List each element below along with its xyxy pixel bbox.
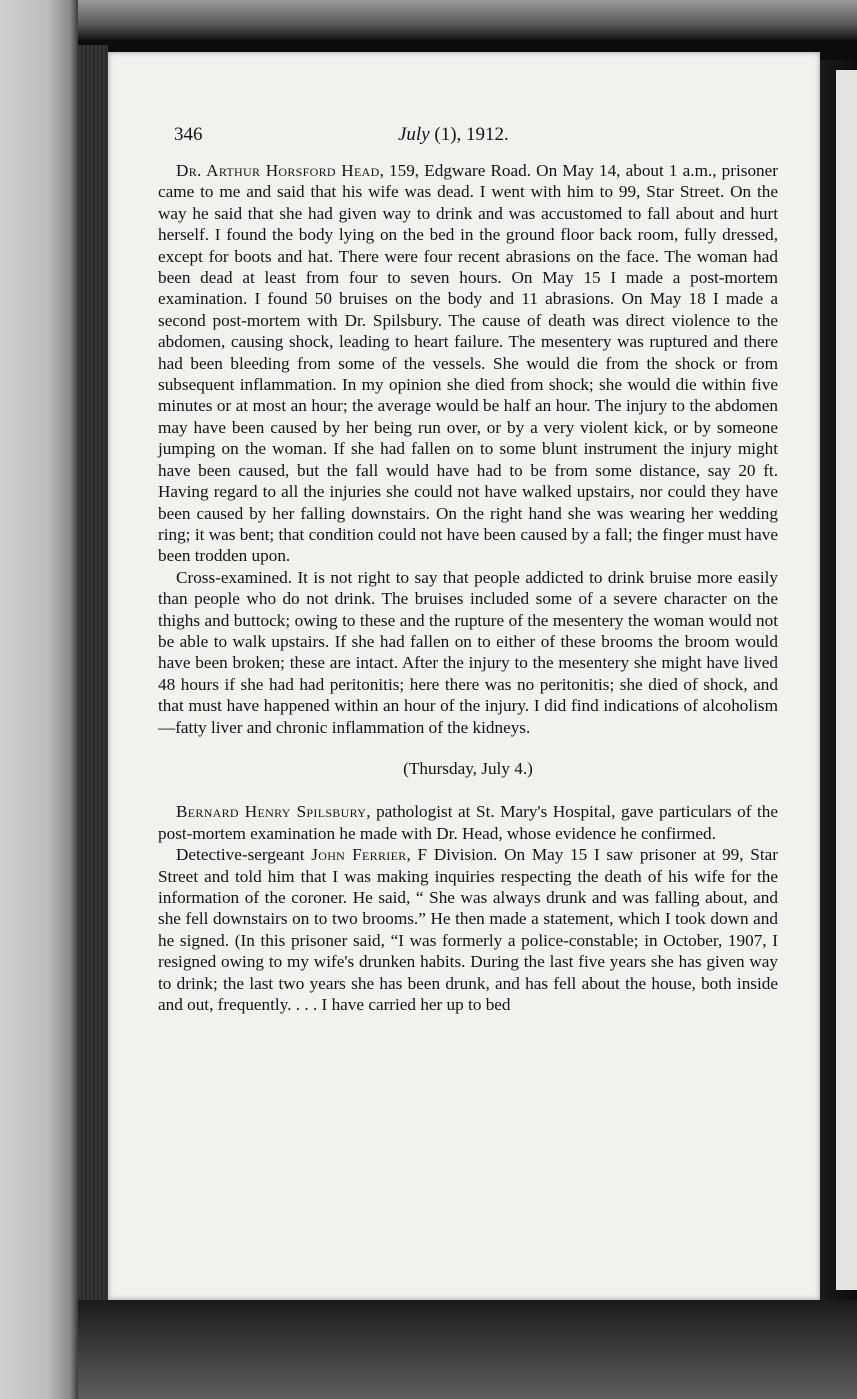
ferrier-rank: Detective-sergeant [176,845,312,865]
running-head [398,124,509,146]
ferrier-testimony-text: , F Division. On May 15 I saw prisoner at 99, Star Street and told him that I was making inquiries respecting the death of his wife for the information of the coroner. He said, “ She was always drunk and was falling about, and she fell downstairs on to two brooms.” He then made a statement, which I took down and he signed. (In this prisoner said, “I was formerly a police-constable; in October, 1907, I resigned owing to my wife's drunken habits. During the last five years she has given way to drink; the last two years she has been drunk, and has fell about the house, both inside and out, frequently. . . . I have carried her up to bed [158,845,778,1015]
paragraph-head-testimony [158,160,778,567]
running-head-date: (1), 1912. [429,124,509,145]
page-number: 346 [174,124,203,145]
next-page-edge [836,70,857,1290]
paragraph-cross-examined: Cross-examined. It is not right to say that people addicted to drink bruise more easily than people who do not drink. The bruises included some of a severe character on the thighs and buttock; owing to these and the rupture of the mesentery the woman would not be able to walk upstairs. If she had fallen on to either of these brooms the broom would have been broken; these are intact. After the injury to the mesentery she might have lived 48 hours if she had had peritonitis; here there was no peritonitis; she died of shock, and that must have happened within an hour of the injury. I did find indications of alcoholism—fatty liver and chronic inflammation of the kidneys. [158,567,778,737]
book-spine [78,45,108,1300]
paragraph-ferrier-testimony [158,844,778,1015]
running-head-month: July [398,124,430,145]
paragraph-spilsbury-testimony [158,801,778,844]
scan-left-margin [0,0,78,1399]
spilsbury-testimony-text: , pathologist at St. Mary's Hospital, gave particulars of the post-mortem examination he made with Dr. Head, whose evidence he confirmed. [158,802,778,843]
body-text [158,160,778,1015]
scan-bottom-margin [78,1300,857,1399]
section-date-heading: (Thursday, July 4.) [403,758,533,778]
witness-name-head: Dr. Arthur Horsford Head [176,161,380,180]
witness-name-ferrier: John Ferrier [311,845,407,865]
head-testimony-text: , 159, Edgware Road. On May 14, about 1 a.m., prisoner came to me and said that his wife was dead. I went with him to 99, Star Street. On the way he said that she had given way to drink and was accustomed to fall about and hurt herself. I found the body lying on the bed in the ground floor back room, fully dressed, except for boots and hat. There were four recent abrasions on the face. The woman had been dead at least from four to seven hours. On May 15 I made a post-mortem examination. I found 50 bruises on the body and 11 abrasions. On May 18 I made a second post-mortem with Dr. Spilsbury. The cause of death was direct violence to the abdomen, causing shock, leading to heart failure. The mesentery was ruptured and there had been bleeding from some of the vessels. She would die from the shock or from subsequent inflammation. In my opinion she died from shock; she would die within five minutes or at most an hour; the average would be half an hour. The injury to the abdomen may have been caused by her being run over, or by a very violent kick, or by someone jumping on the woman. If she had fallen on to some blunt instrument the injury might have been caused, but the fall would have had to be from some distance, say 20 ft. Having regard to all the injuries she could not have walked upstairs, nor could they have been caused by her falling downstairs. On the right hand she was wearing her wedding ring; it was bent; that condition could not have been caused by a fall; the finger must have been trodden upon. [158,161,779,566]
witness-name-spilsbury: Bernard Henry Spilsbury [176,802,367,822]
scan-top-margin [78,0,857,40]
page-header [174,124,774,154]
